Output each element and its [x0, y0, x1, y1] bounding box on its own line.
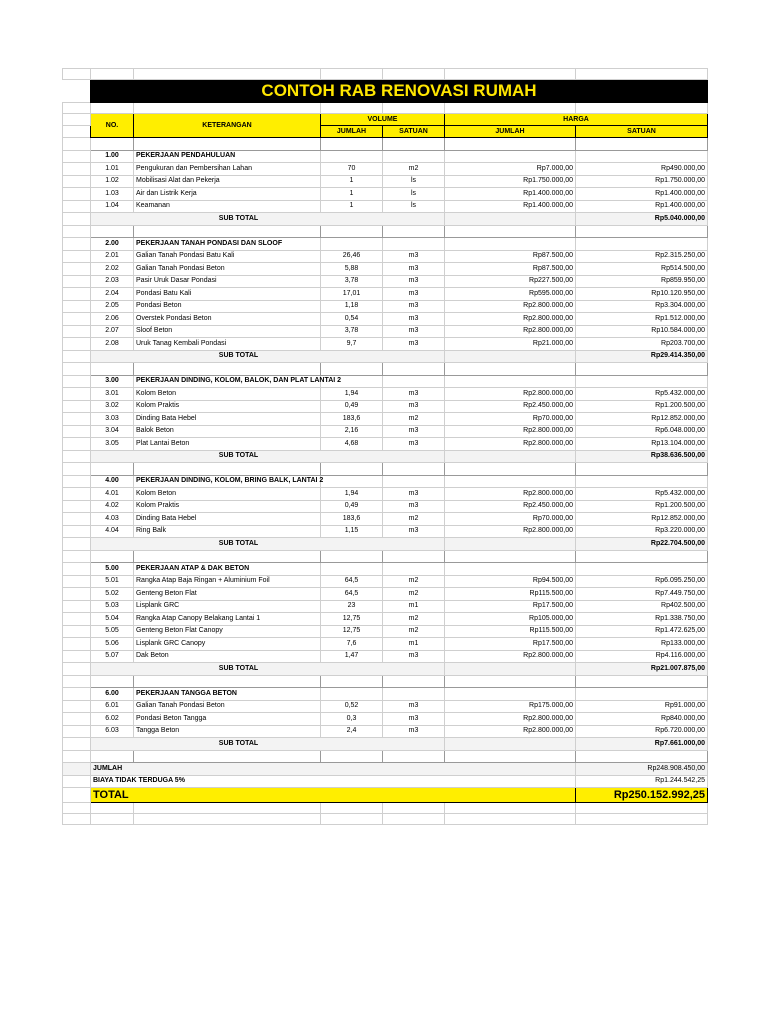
header-volume-satuan[interactable]: SATUAN	[383, 126, 445, 138]
item-description[interactable]: Galian Tanah Pondasi Beton	[134, 700, 321, 713]
item-quantity[interactable]: 12,75	[321, 625, 383, 638]
item-price[interactable]: Rp1.750.000,00	[445, 175, 576, 188]
item-unit[interactable]: m3	[383, 263, 445, 276]
subtotal-row	[63, 213, 708, 226]
section-no[interactable]: 5.00	[91, 563, 134, 576]
item-no[interactable]: 6.02	[91, 713, 134, 726]
item-quantity[interactable]: 4,68	[321, 438, 383, 451]
total-value[interactable]: Rp250.152.992,25	[576, 788, 708, 803]
item-quantity[interactable]: 3,78	[321, 275, 383, 288]
item-unit[interactable]: m3	[383, 650, 445, 663]
item-total[interactable]: Rp6.720.000,00	[576, 725, 708, 738]
blank-row	[63, 225, 708, 238]
blank-row	[63, 550, 708, 563]
header-volume[interactable]: VOLUME	[321, 114, 445, 126]
item-description[interactable]: Kolom Praktis	[134, 500, 321, 513]
item-unit[interactable]: m2	[383, 588, 445, 601]
item-total[interactable]: Rp91.000,00	[576, 700, 708, 713]
item-description[interactable]: Pondasi Beton Tangga	[134, 713, 321, 726]
item-description[interactable]: Kolom Beton	[134, 488, 321, 501]
item-quantity[interactable]: 1,94	[321, 388, 383, 401]
item-no[interactable]: 4.01	[91, 488, 134, 501]
item-unit[interactable]: m3	[383, 525, 445, 538]
subtotal-value[interactable]: Rp38.636.500,00	[576, 450, 708, 463]
item-quantity[interactable]: 64,5	[321, 588, 383, 601]
item-price[interactable]: Rp2.800.000,00	[445, 388, 576, 401]
item-total[interactable]: Rp12.852.000,00	[576, 413, 708, 426]
table-row	[63, 438, 708, 451]
section-header-row	[63, 475, 708, 488]
item-description[interactable]: Air dan Listrik Kerja	[134, 188, 321, 201]
header-no[interactable]: NO.	[91, 114, 134, 138]
item-description[interactable]: Rangka Atap Baja Ringan + Aluminium Foil	[134, 575, 321, 588]
item-no[interactable]: 6.01	[91, 700, 134, 713]
subtotal-label[interactable]: SUB TOTAL	[91, 213, 445, 226]
item-quantity[interactable]: 1,15	[321, 525, 383, 538]
blank-row	[63, 463, 708, 476]
item-unit[interactable]: m3	[383, 250, 445, 263]
item-description[interactable]: Dinding Bata Hebel	[134, 413, 321, 426]
item-unit[interactable]: m2	[383, 413, 445, 426]
item-total[interactable]: Rp1.400.000,00	[576, 188, 708, 201]
item-price[interactable]: Rp1.400.000,00	[445, 200, 576, 213]
item-quantity[interactable]: 23	[321, 600, 383, 613]
item-description[interactable]: Mobilisasi Alat dan Pekerja	[134, 175, 321, 188]
subtotal-label[interactable]: SUB TOTAL	[91, 738, 445, 751]
item-price[interactable]: Rp7.000,00	[445, 163, 576, 176]
section-no[interactable]: 4.00	[91, 475, 134, 488]
biaya-row	[63, 775, 708, 788]
table-row	[63, 613, 708, 626]
item-quantity[interactable]: 0,52	[321, 700, 383, 713]
item-no[interactable]: 3.04	[91, 425, 134, 438]
item-description[interactable]: Pondasi Beton	[134, 300, 321, 313]
item-unit[interactable]: m2	[383, 625, 445, 638]
item-no[interactable]: 1.02	[91, 175, 134, 188]
item-price[interactable]: Rp21.000,00	[445, 338, 576, 351]
item-description[interactable]: Galian Tanah Pondasi Batu Kali	[134, 250, 321, 263]
item-unit[interactable]: ls	[383, 175, 445, 188]
blank-row	[63, 750, 708, 763]
table-row	[63, 425, 708, 438]
item-total[interactable]: Rp3.304.000,00	[576, 300, 708, 313]
item-total[interactable]: Rp840.000,00	[576, 713, 708, 726]
item-price[interactable]: Rp2.800.000,00	[445, 313, 576, 326]
item-price[interactable]: Rp115.500,00	[445, 588, 576, 601]
item-quantity[interactable]: 183,6	[321, 413, 383, 426]
item-unit[interactable]: m3	[383, 288, 445, 301]
subtotal-value[interactable]: Rp5.040.000,00	[576, 213, 708, 226]
section-header-row	[63, 688, 708, 701]
item-total[interactable]: Rp1.200.500,00	[576, 400, 708, 413]
table-row	[63, 513, 708, 526]
item-unit[interactable]: m2	[383, 163, 445, 176]
subtotal-label[interactable]: SUB TOTAL	[91, 663, 445, 676]
item-description[interactable]: Kolom Beton	[134, 388, 321, 401]
item-unit[interactable]: m3	[383, 300, 445, 313]
item-quantity[interactable]: 26,46	[321, 250, 383, 263]
item-description[interactable]: Plat Lantai Beton	[134, 438, 321, 451]
header-keterangan[interactable]: KETERANGAN	[134, 114, 321, 138]
item-quantity[interactable]: 2,4	[321, 725, 383, 738]
item-quantity[interactable]: 5,88	[321, 263, 383, 276]
blank-row	[63, 138, 708, 151]
item-price[interactable]: Rp2.800.000,00	[445, 650, 576, 663]
item-no[interactable]: 5.01	[91, 575, 134, 588]
item-total[interactable]: Rp2.315.250,00	[576, 250, 708, 263]
item-no[interactable]: 5.04	[91, 613, 134, 626]
item-price[interactable]: Rp94.500,00	[445, 575, 576, 588]
table-row	[63, 488, 708, 501]
item-no[interactable]: 4.03	[91, 513, 134, 526]
item-quantity[interactable]: 1	[321, 175, 383, 188]
table-row	[63, 288, 708, 301]
item-quantity[interactable]: 0,54	[321, 313, 383, 326]
subtotal-value[interactable]: Rp7.661.000,00	[576, 738, 708, 751]
section-no[interactable]: 3.00	[91, 375, 134, 388]
subtotal-label[interactable]: SUB TOTAL	[91, 538, 445, 551]
section-header-row	[63, 238, 708, 251]
section-name[interactable]: PEKERJAAN TANAH PONDASI DAN SLOOF	[134, 238, 321, 251]
item-description[interactable]: Dak Beton	[134, 650, 321, 663]
item-price[interactable]: Rp2.450.000,00	[445, 500, 576, 513]
item-total[interactable]: Rp859.950,00	[576, 275, 708, 288]
item-total[interactable]: Rp5.432.000,00	[576, 388, 708, 401]
item-description[interactable]: Ring Balk	[134, 525, 321, 538]
item-unit[interactable]: ls	[383, 188, 445, 201]
section-name[interactable]: PEKERJAAN TANGGA BETON	[134, 688, 321, 701]
item-price[interactable]: Rp2.800.000,00	[445, 300, 576, 313]
item-no[interactable]: 1.01	[91, 163, 134, 176]
item-unit[interactable]: m3	[383, 325, 445, 338]
header-harga-jumlah[interactable]: JUMLAH	[445, 126, 576, 138]
item-total[interactable]: Rp490.000,00	[576, 163, 708, 176]
item-unit[interactable]: m3	[383, 400, 445, 413]
item-quantity[interactable]: 2,16	[321, 425, 383, 438]
item-price[interactable]: Rp105.000,00	[445, 613, 576, 626]
item-no[interactable]: 2.07	[91, 325, 134, 338]
total-label[interactable]: TOTAL	[91, 788, 576, 803]
item-no[interactable]: 2.03	[91, 275, 134, 288]
item-quantity[interactable]: 1,18	[321, 300, 383, 313]
item-unit[interactable]: m3	[383, 713, 445, 726]
section-no[interactable]: 2.00	[91, 238, 134, 251]
section-no[interactable]: 1.00	[91, 150, 134, 163]
item-description[interactable]: Uruk Tanag Kembali Pondasi	[134, 338, 321, 351]
item-no[interactable]: 2.06	[91, 313, 134, 326]
item-quantity[interactable]: 9,7	[321, 338, 383, 351]
section-name[interactable]: PEKERJAAN DINDING, KOLOM, BRING BALK, LANTAI 2	[134, 475, 321, 488]
subtotal-row	[63, 738, 708, 751]
subtotal-row	[63, 538, 708, 551]
subtotal-row	[63, 350, 708, 363]
item-description[interactable]: Pondasi Batu Kali	[134, 288, 321, 301]
item-no[interactable]: 3.05	[91, 438, 134, 451]
item-quantity[interactable]: 1	[321, 200, 383, 213]
item-quantity[interactable]: 1,47	[321, 650, 383, 663]
blank-row	[63, 675, 708, 688]
section-name[interactable]: PEKERJAAN DINDING, KOLOM, BALOK, DAN PLAT LANTAI 2	[134, 375, 321, 388]
sheet-title[interactable]: CONTOH RAB RENOVASI RUMAH	[91, 80, 708, 103]
item-unit[interactable]: m3	[383, 388, 445, 401]
subtotal-label[interactable]: SUB TOTAL	[91, 350, 445, 363]
total-row	[63, 788, 708, 803]
item-total[interactable]: Rp402.500,00	[576, 600, 708, 613]
item-no[interactable]: 5.05	[91, 625, 134, 638]
grid-row	[63, 814, 708, 825]
subtotal-value[interactable]: Rp22.704.500,00	[576, 538, 708, 551]
item-unit[interactable]: m3	[383, 725, 445, 738]
item-quantity[interactable]: 12,75	[321, 613, 383, 626]
item-unit[interactable]: m1	[383, 600, 445, 613]
item-price[interactable]: Rp227.500,00	[445, 275, 576, 288]
section-name[interactable]: PEKERJAAN PENDAHULUAN	[134, 150, 321, 163]
item-no[interactable]: 2.04	[91, 288, 134, 301]
item-no[interactable]: 2.08	[91, 338, 134, 351]
item-price[interactable]: Rp17.500,00	[445, 600, 576, 613]
item-description[interactable]: Sloof Beton	[134, 325, 321, 338]
jumlah-value[interactable]: Rp248.908.450,00	[576, 763, 708, 776]
subtotal-value[interactable]: Rp21.007.875,00	[576, 663, 708, 676]
item-no[interactable]: 4.02	[91, 500, 134, 513]
item-quantity[interactable]: 70	[321, 163, 383, 176]
table-row	[63, 525, 708, 538]
table-row	[63, 175, 708, 188]
jumlah-label[interactable]: JUMLAH	[91, 763, 576, 776]
item-price[interactable]: Rp2.800.000,00	[445, 438, 576, 451]
item-description[interactable]: Balok Beton	[134, 425, 321, 438]
item-price[interactable]: Rp2.450.000,00	[445, 400, 576, 413]
item-description[interactable]: Dinding Bata Hebel	[134, 513, 321, 526]
section-name[interactable]: PEKERJAAN ATAP & DAK BETON	[134, 563, 321, 576]
item-price[interactable]: Rp2.800.000,00	[445, 425, 576, 438]
section-header-row	[63, 375, 708, 388]
grid-row	[63, 69, 708, 80]
grid-row	[63, 803, 708, 814]
item-quantity[interactable]: 0,3	[321, 713, 383, 726]
item-quantity[interactable]: 0,49	[321, 400, 383, 413]
title-row	[63, 80, 708, 103]
table-row	[63, 588, 708, 601]
item-no[interactable]: 3.01	[91, 388, 134, 401]
table-row	[63, 725, 708, 738]
item-total[interactable]: Rp203.700,00	[576, 338, 708, 351]
table-row	[63, 163, 708, 176]
item-no[interactable]: 5.02	[91, 588, 134, 601]
item-quantity[interactable]: 17,01	[321, 288, 383, 301]
subtotal-row	[63, 450, 708, 463]
item-unit[interactable]: m2	[383, 613, 445, 626]
biaya-label[interactable]: BIAYA TIDAK TERDUGA 5%	[91, 775, 576, 788]
table-row	[63, 400, 708, 413]
table-row	[63, 300, 708, 313]
item-no[interactable]: 1.04	[91, 200, 134, 213]
header-harga-satuan[interactable]: SATUAN	[576, 126, 708, 138]
item-description[interactable]: Pengukuran dan Pembersihan Lahan	[134, 163, 321, 176]
item-quantity[interactable]: 3,78	[321, 325, 383, 338]
table-row	[63, 200, 708, 213]
item-price[interactable]: Rp115.500,00	[445, 625, 576, 638]
item-no[interactable]: 2.01	[91, 250, 134, 263]
item-description[interactable]: Galian Tanah Pondasi Beton	[134, 263, 321, 276]
biaya-value[interactable]: Rp1.244.542,25	[576, 775, 708, 788]
item-price[interactable]: Rp2.800.000,00	[445, 725, 576, 738]
item-price[interactable]: Rp1.400.000,00	[445, 188, 576, 201]
item-description[interactable]: Kolom Praktis	[134, 400, 321, 413]
item-no[interactable]: 4.04	[91, 525, 134, 538]
table-row	[63, 250, 708, 263]
item-unit[interactable]: m3	[383, 500, 445, 513]
table-row	[63, 713, 708, 726]
item-total[interactable]: Rp1.338.750,00	[576, 613, 708, 626]
grid-row	[63, 103, 708, 114]
item-price[interactable]: Rp87.500,00	[445, 263, 576, 276]
table-row	[63, 263, 708, 276]
item-price[interactable]: Rp175.000,00	[445, 700, 576, 713]
item-unit[interactable]: m2	[383, 513, 445, 526]
rab-table	[62, 68, 708, 825]
item-total[interactable]: Rp10.584.000,00	[576, 325, 708, 338]
header-harga[interactable]: HARGA	[445, 114, 708, 126]
item-price[interactable]: Rp2.800.000,00	[445, 325, 576, 338]
item-total[interactable]: Rp13.104.000,00	[576, 438, 708, 451]
table-row	[63, 650, 708, 663]
table-row	[63, 700, 708, 713]
subtotal-value[interactable]: Rp29.414.350,00	[576, 350, 708, 363]
table-row	[63, 600, 708, 613]
header-volume-jumlah[interactable]: JUMLAH	[321, 126, 383, 138]
item-total[interactable]: Rp133.000,00	[576, 638, 708, 651]
item-no[interactable]: 2.02	[91, 263, 134, 276]
item-total[interactable]: Rp6.048.000,00	[576, 425, 708, 438]
item-no[interactable]: 1.03	[91, 188, 134, 201]
table-row	[63, 638, 708, 651]
table-row	[63, 625, 708, 638]
item-quantity[interactable]: 1,94	[321, 488, 383, 501]
item-total[interactable]: Rp6.095.250,00	[576, 575, 708, 588]
item-unit[interactable]: m3	[383, 338, 445, 351]
table-row	[63, 338, 708, 351]
item-quantity[interactable]: 0,49	[321, 500, 383, 513]
item-unit[interactable]: m1	[383, 638, 445, 651]
item-total[interactable]: Rp514.500,00	[576, 263, 708, 276]
table-row	[63, 575, 708, 588]
table-row	[63, 275, 708, 288]
item-description[interactable]: Genteng Beton Flat Canopy	[134, 625, 321, 638]
item-unit[interactable]: ls	[383, 200, 445, 213]
table-row	[63, 500, 708, 513]
table-row	[63, 313, 708, 326]
item-price[interactable]: Rp2.800.000,00	[445, 525, 576, 538]
item-no[interactable]: 5.03	[91, 600, 134, 613]
item-description[interactable]: Lisplank GRC	[134, 600, 321, 613]
item-quantity[interactable]: 7,6	[321, 638, 383, 651]
item-total[interactable]: Rp1.200.500,00	[576, 500, 708, 513]
subtotal-row	[63, 663, 708, 676]
table-row	[63, 413, 708, 426]
item-price[interactable]: Rp2.800.000,00	[445, 488, 576, 501]
item-no[interactable]: 3.03	[91, 413, 134, 426]
item-total[interactable]: Rp1.512.000,00	[576, 313, 708, 326]
item-unit[interactable]: m3	[383, 425, 445, 438]
item-description[interactable]: Lisplank GRC Canopy	[134, 638, 321, 651]
item-total[interactable]: Rp3.220.000,00	[576, 525, 708, 538]
item-price[interactable]: Rp17.500,00	[445, 638, 576, 651]
item-description[interactable]: Keamanan	[134, 200, 321, 213]
item-price[interactable]: Rp2.800.000,00	[445, 713, 576, 726]
item-no[interactable]: 5.06	[91, 638, 134, 651]
item-total[interactable]: Rp5.432.000,00	[576, 488, 708, 501]
item-description[interactable]: Tangga Beton	[134, 725, 321, 738]
item-total[interactable]: Rp12.852.000,00	[576, 513, 708, 526]
jumlah-row	[63, 763, 708, 776]
item-total[interactable]: Rp1.400.000,00	[576, 200, 708, 213]
section-no[interactable]: 6.00	[91, 688, 134, 701]
item-no[interactable]: 2.05	[91, 300, 134, 313]
item-no[interactable]: 3.02	[91, 400, 134, 413]
item-description[interactable]: Pasir Uruk Dasar Pondasi	[134, 275, 321, 288]
item-price[interactable]: Rp595.000,00	[445, 288, 576, 301]
item-description[interactable]: Rangka Atap Canopy Belakang Lantai 1	[134, 613, 321, 626]
item-description[interactable]: Genteng Beton Flat	[134, 588, 321, 601]
table-row	[63, 325, 708, 338]
item-price[interactable]: Rp87.500,00	[445, 250, 576, 263]
item-quantity[interactable]: 64,5	[321, 575, 383, 588]
item-no[interactable]: 6.03	[91, 725, 134, 738]
item-price[interactable]: Rp70.000,00	[445, 513, 576, 526]
item-unit[interactable]: m3	[383, 700, 445, 713]
item-total[interactable]: Rp4.116.000,00	[576, 650, 708, 663]
item-unit[interactable]: m3	[383, 313, 445, 326]
blank-row	[63, 363, 708, 376]
item-total[interactable]: Rp7.449.750,00	[576, 588, 708, 601]
table-row	[63, 388, 708, 401]
subtotal-label[interactable]: SUB TOTAL	[91, 450, 445, 463]
item-quantity[interactable]: 183,6	[321, 513, 383, 526]
item-no[interactable]: 5.07	[91, 650, 134, 663]
item-quantity[interactable]: 1	[321, 188, 383, 201]
item-total[interactable]: Rp10.120.950,00	[576, 288, 708, 301]
item-unit[interactable]: m2	[383, 575, 445, 588]
item-total[interactable]: Rp1.472.625,00	[576, 625, 708, 638]
item-price[interactable]: Rp70.000,00	[445, 413, 576, 426]
item-unit[interactable]: m3	[383, 488, 445, 501]
item-total[interactable]: Rp1.750.000,00	[576, 175, 708, 188]
item-description[interactable]: Overstek Pondasi Beton	[134, 313, 321, 326]
header-row-1	[63, 114, 708, 126]
item-unit[interactable]: m3	[383, 438, 445, 451]
table-row	[63, 188, 708, 201]
spreadsheet	[62, 68, 707, 825]
section-header-row	[63, 563, 708, 576]
section-header-row	[63, 150, 708, 163]
item-unit[interactable]: m3	[383, 275, 445, 288]
